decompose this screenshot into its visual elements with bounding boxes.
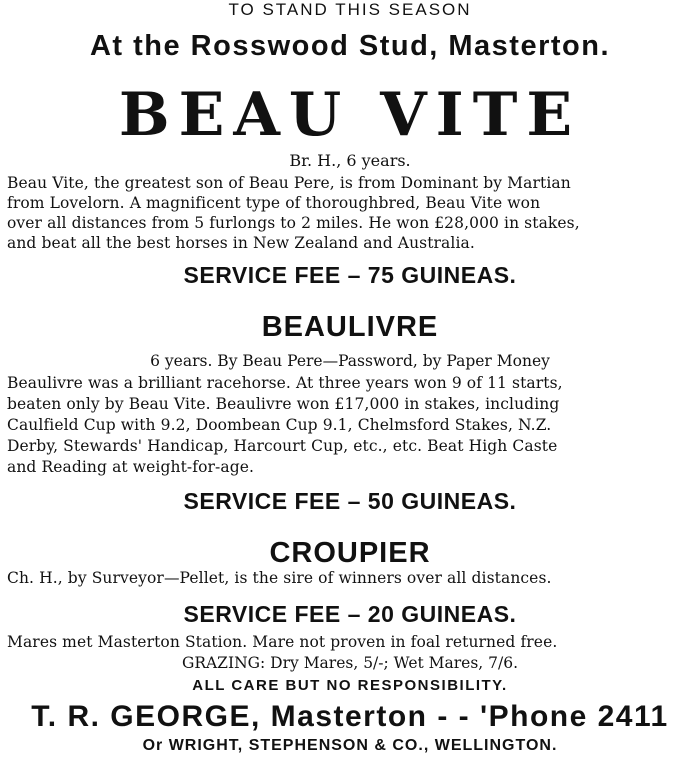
care-note: ALL CARE BUT NO RESPONSIBILITY.	[192, 677, 508, 694]
page-title: BEAU VITE	[118, 80, 582, 150]
beau-vite-line: Beau Vite, the greatest son of Beau Pere, is from Dominant by Martian	[7, 174, 571, 192]
beaulivre-heading: BEAULIVRE	[261, 311, 439, 343]
beaulivre-line: Caulfield Cup with 9.2, Doombean Cup 9.1, Chelmsford Stakes, N.Z.	[7, 416, 552, 434]
beaulivre-line: and Reading at weight-for-age.	[7, 458, 255, 476]
croupier-heading: CROUPIER	[269, 537, 431, 569]
beaulivre-line: Beaulivre was a brilliant racehorse. At three years won 9 of 11 starts,	[7, 374, 563, 392]
beaulivre-fee: SERVICE FEE – 50 GUINEAS.	[183, 488, 517, 514]
beau-vite-line: over all distances from 5 furlongs to 2 miles. He won £28,000 in stakes,	[7, 214, 580, 232]
beaulivre-subtitle: 6 years. By Beau Pere—Password, by Paper Money	[150, 352, 550, 370]
beau-vite-subtitle: Br. H., 6 years.	[289, 151, 411, 170]
stud-location: At the Rosswood Stud, Masterton.	[89, 30, 611, 62]
croupier-fee: SERVICE FEE – 20 GUINEAS.	[183, 601, 517, 627]
beaulivre-line: beaten only by Beau Vite. Beaulivre won £17,000 in stakes, including	[7, 395, 560, 413]
beau-vite-line: from Lovelorn. A magnificent type of thoroughbred, Beau Vite won	[7, 194, 541, 212]
croupier-line: Ch. H., by Surveyor—Pellet, is the sire of winners over all distances.	[7, 569, 552, 587]
beaulivre-line: Derby, Stewards' Handicap, Harcourt Cup, etc., etc. Beat High Caste	[7, 437, 558, 455]
mares-note: Mares met Masterton Station. Mare not proven in foal returned free.	[7, 633, 558, 651]
beau-vite-fee: SERVICE FEE – 75 GUINEAS.	[183, 262, 517, 288]
kicker: TO STAND THIS SEASON	[228, 0, 472, 19]
agents-line: Or WRIGHT, STEPHENSON & CO., WELLINGTON.	[142, 737, 558, 754]
contact-line: T. R. GEORGE, Masterton - - 'Phone 2411	[31, 700, 669, 733]
beau-vite-line: and beat all the best horses in New Zealand and Australia.	[7, 234, 475, 252]
grazing-note: GRAZING: Dry Mares, 5/-; Wet Mares, 7/6.	[181, 654, 519, 672]
